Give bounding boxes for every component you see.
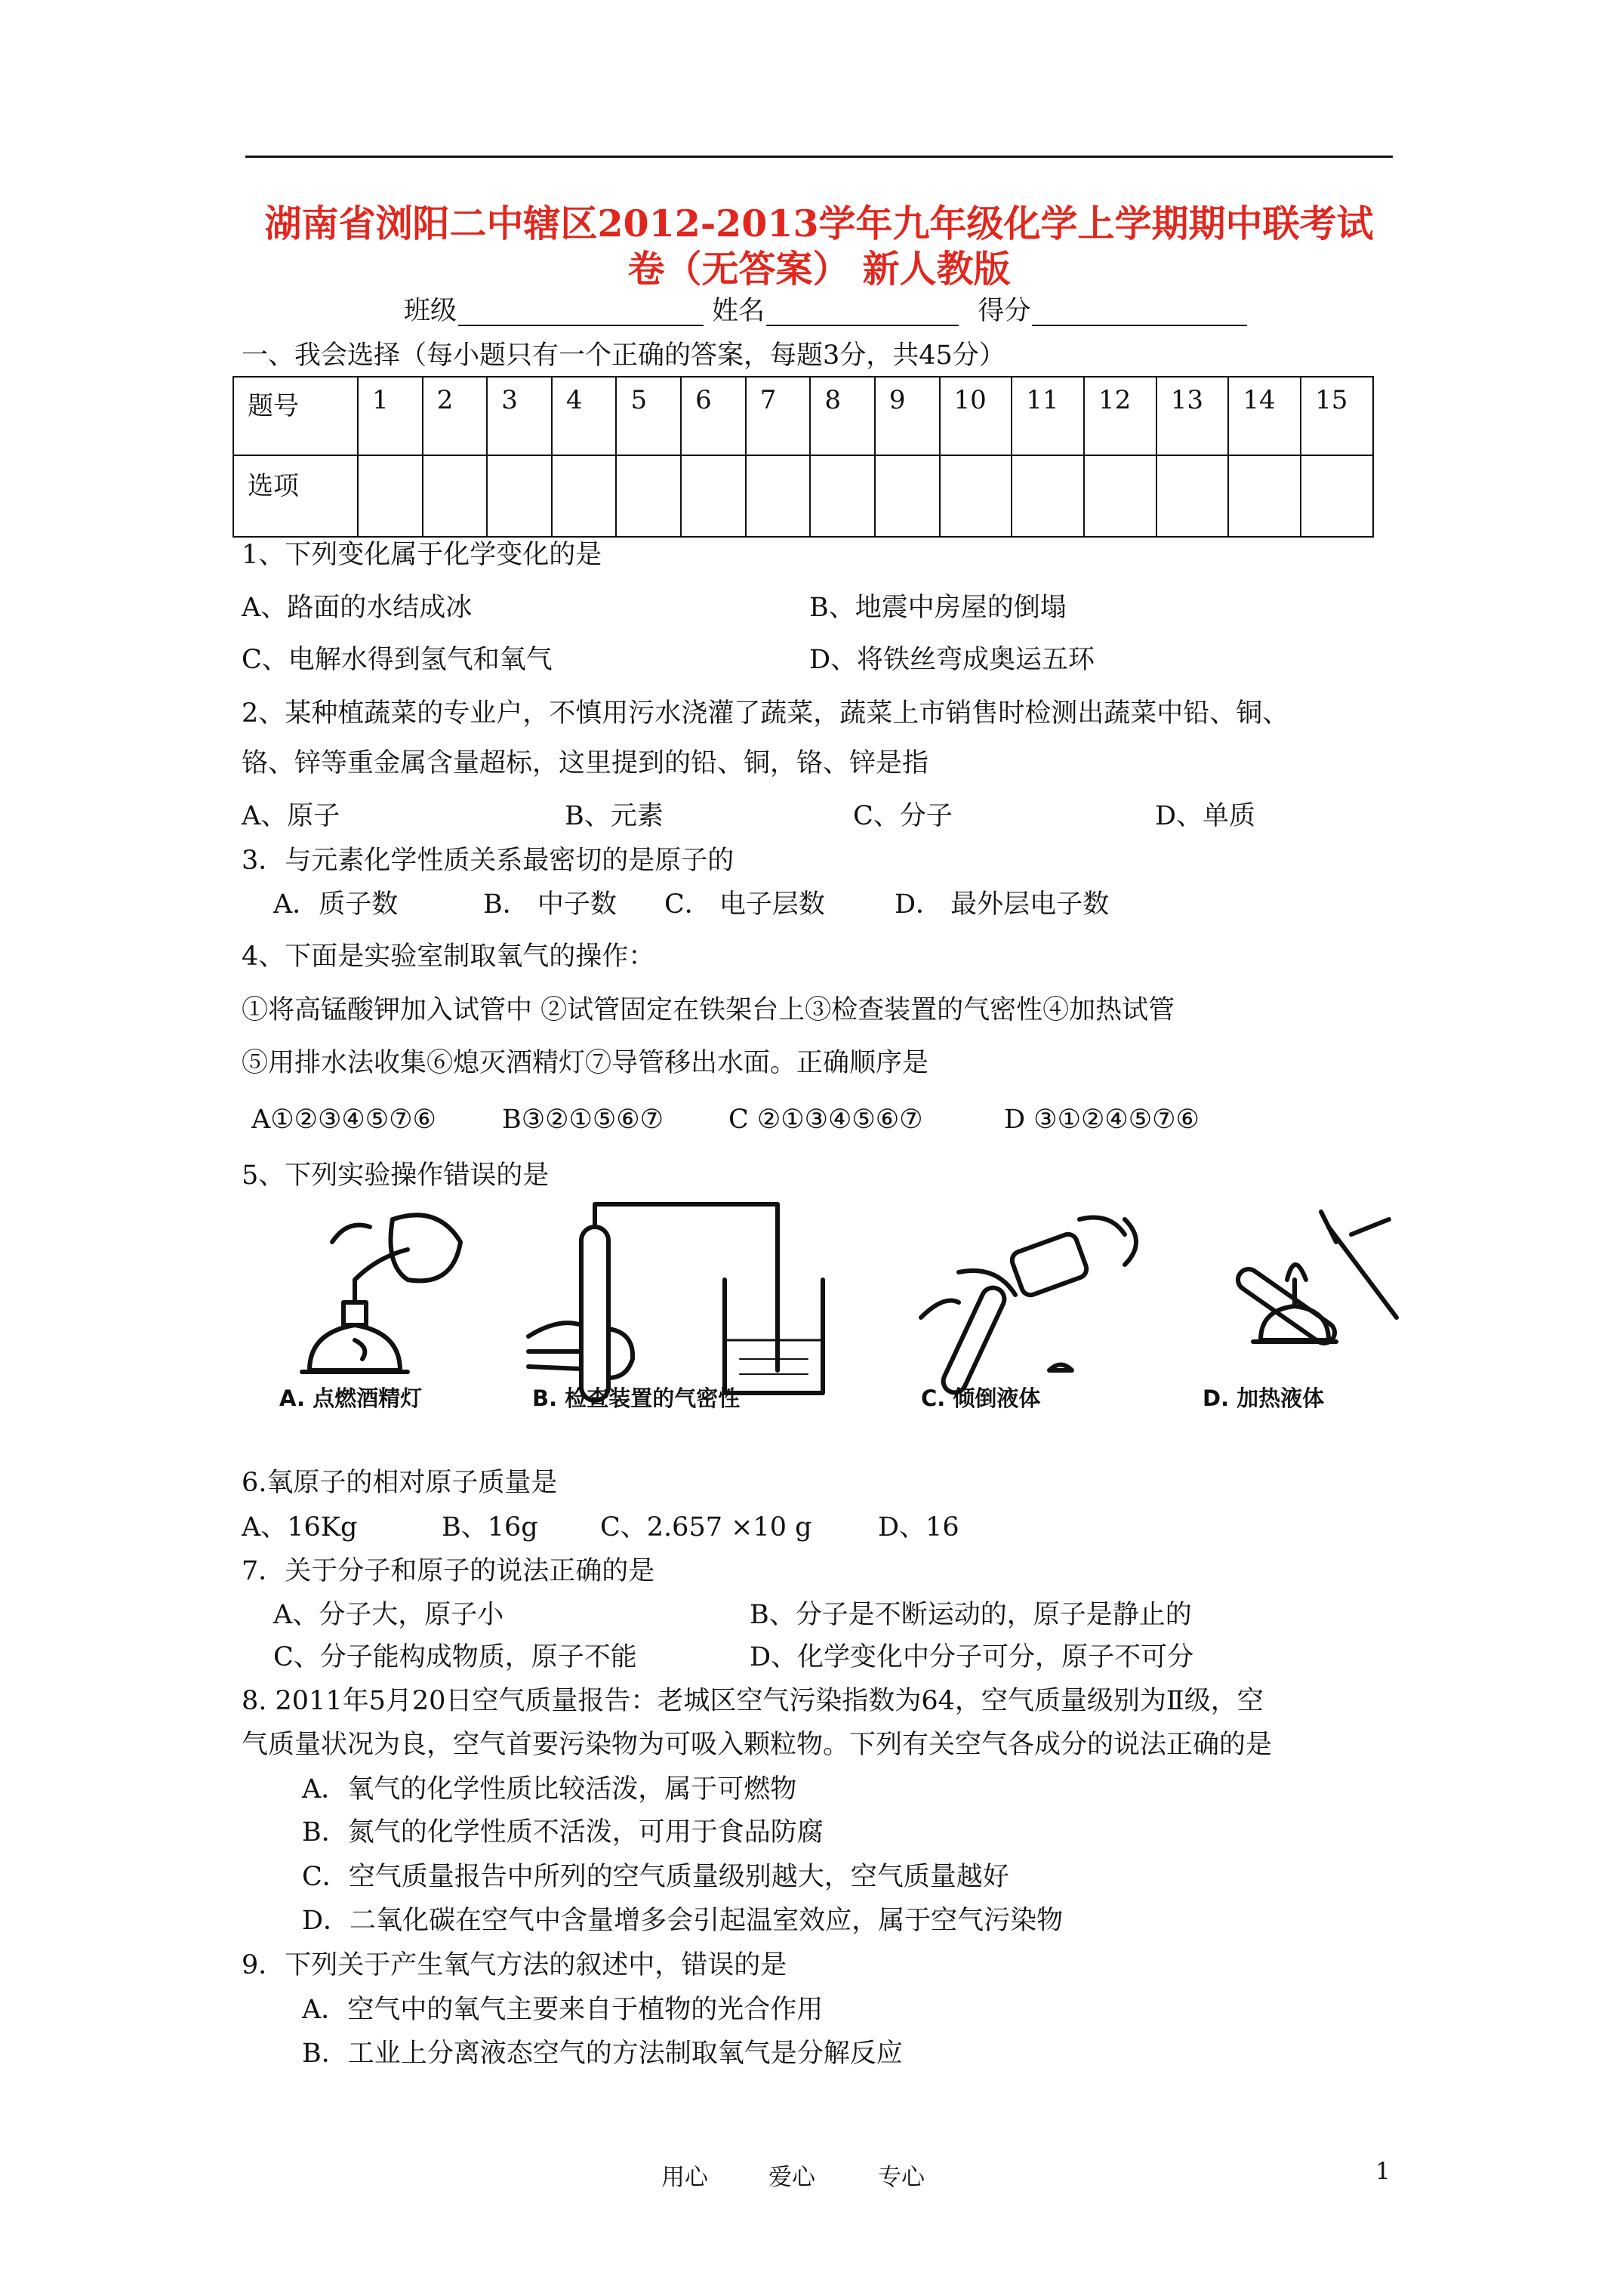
page-number: 1 [1375, 2158, 1390, 2185]
q2-option-b: B、元素 [565, 801, 664, 831]
class-label: 班级 [404, 296, 457, 326]
figure-caption-b: B. 检查装置的气密性 [532, 1385, 741, 1411]
answer-cell[interactable] [681, 455, 746, 537]
answer-cell[interactable] [1228, 455, 1301, 537]
table-cell: 14 [1228, 377, 1301, 455]
q4-option-d: D ③①②④⑤⑦⑥ [1004, 1105, 1200, 1135]
answer-cell[interactable] [616, 455, 681, 537]
q2-option-d: D、单质 [1155, 801, 1256, 831]
q6-stem: 6.氧原子的相对原子质量是 [242, 1468, 558, 1498]
q6-option-b: B、16g [442, 1512, 538, 1542]
q4-option-a: A①②③④⑤⑦⑥ [251, 1105, 436, 1135]
q6-option-c: C、2.657 ×10 g [600, 1512, 812, 1542]
q1-option-b: B、地震中房屋的倒塌 [809, 593, 1067, 623]
q5-stem: 5、下列实验操作错误的是 [242, 1160, 550, 1191]
score-label: 得分 [978, 296, 1031, 326]
table-cell: 7 [746, 377, 811, 455]
q2-option-a: A、原子 [242, 801, 340, 831]
answer-cell[interactable] [810, 455, 875, 537]
q4-stem: 4、下面是实验室制取氧气的操作： [242, 942, 655, 972]
q3-option-d: D． 最外层电子数 [895, 889, 1110, 920]
answer-cell[interactable] [1301, 455, 1373, 537]
name-label: 姓名 [712, 296, 765, 326]
table-cell: 12 [1084, 377, 1156, 455]
q8-stem-line-1: 8. 2011年5月20日空气质量报告：老城区空气污染指数为64，空气质量级别为Ⅱ级，空 [242, 1686, 1264, 1716]
answer-cell[interactable] [1012, 455, 1084, 537]
alcohol-lamp-figure [302, 1215, 460, 1372]
answer-cell[interactable] [746, 455, 811, 537]
q1-option-d: D、将铁丝弯成奥运五环 [809, 645, 1095, 675]
q6-option-a: A、16Kg [242, 1512, 358, 1542]
table-cell: 8 [810, 377, 875, 455]
answer-cell[interactable] [875, 455, 940, 537]
table-cell: 3 [487, 377, 552, 455]
q7-option-c: C、分子能构成物质，原子不能 [273, 1642, 637, 1672]
table-cell: 13 [1156, 377, 1229, 455]
footer-motto-3: 专心 [878, 2164, 925, 2191]
answer-cell[interactable] [940, 455, 1012, 537]
q8-option-a: A．氧气的化学性质比较活泼，属于可燃物 [302, 1774, 797, 1804]
q1-option-a: A、路面的水结成冰 [242, 593, 473, 623]
pour-liquid-figure [921, 1218, 1136, 1397]
q3-option-a: A．质子数 [273, 889, 399, 920]
title-line-2: 卷（无答案） 新人教版 [627, 247, 1011, 291]
q1-option-c: C、电解水得到氢气和氧气 [242, 645, 553, 675]
footer-motto-1: 用心 [661, 2164, 708, 2191]
q8-stem-line-2: 气质量状况为良，空气首要污染物为可吸入颗粒物。下列有关空气各成分的说法正确的是 [242, 1730, 1273, 1760]
answer-cell[interactable] [1084, 455, 1156, 537]
table-cell: 11 [1012, 377, 1084, 455]
q1-stem: 1、下列变化属于化学变化的是 [242, 540, 602, 570]
q2-stem-line-2: 铬、锌等重金属含量超标，这里提到的铅、铜，铬、锌是指 [242, 748, 929, 778]
answer-table [233, 376, 1374, 538]
q3-option-c: C． 电子层数 [664, 889, 825, 920]
table-cell: 10 [940, 377, 1012, 455]
title-line-1: 湖南省浏阳二中辖区2012-2013学年九年级化学上学期期中联考试 [264, 202, 1374, 245]
row-header-number: 题号 [233, 377, 358, 455]
q9-option-b: B．工业上分离液态空气的方法制取氧气是分解反应 [302, 2039, 903, 2069]
q9-option-a: A．空气中的氧气主要来自于植物的光合作用 [302, 1995, 824, 2025]
table-cell: 15 [1301, 377, 1373, 455]
answer-cell[interactable] [423, 455, 488, 537]
q3-option-b: B． 中子数 [483, 889, 617, 920]
header-rule [245, 156, 1393, 158]
table-cell: 5 [616, 377, 681, 455]
figure-caption-c: C. 倾倒液体 [921, 1385, 1041, 1411]
q4-option-b: B③②①⑤⑥⑦ [502, 1105, 664, 1135]
answer-cell[interactable] [1156, 455, 1229, 537]
answer-cell[interactable] [552, 455, 617, 537]
q6-option-d: D、16 [878, 1512, 959, 1542]
q3-stem: 3．与元素化学性质关系最密切的是原子的 [242, 846, 735, 876]
figure-caption-a: A. 点燃酒精灯 [279, 1385, 423, 1411]
student-info [404, 296, 1247, 326]
q8-option-d: D．二氧化碳在空气中含量增多会引起温室效应，属于空气污染物 [302, 1906, 1064, 1936]
q8-option-c: C．空气质量报告中所列的空气质量级别越大，空气质量越好 [302, 1862, 1009, 1892]
answer-cell[interactable] [487, 455, 552, 537]
q2-option-c: C、分子 [853, 801, 953, 831]
airtightness-check-figure [528, 1204, 823, 1401]
class-blank[interactable] [458, 299, 704, 326]
table-cell: 9 [875, 377, 940, 455]
table-row [233, 455, 1373, 537]
q9-stem: 9．下列关于产生氧气方法的叙述中，错误的是 [242, 1950, 787, 1980]
q2-stem-line-1: 2、某种植蔬菜的专业户，不慎用污水浇灌了蔬菜，蔬菜上市销售时检测出蔬菜中铅、铜、 [242, 698, 1289, 729]
table-cell: 2 [423, 377, 488, 455]
table-cell: 4 [552, 377, 617, 455]
figure-caption-d: D. 加热液体 [1203, 1385, 1325, 1411]
answer-cell[interactable] [358, 455, 423, 537]
q7-stem: 7．关于分子和原子的说法正确的是 [242, 1556, 655, 1586]
table-row [233, 377, 1373, 455]
q7-option-b: B、分子是不断运动的，原子是静止的 [750, 1600, 1192, 1630]
footer-motto-2: 爱心 [768, 2164, 815, 2191]
table-cell: 1 [358, 377, 423, 455]
q4-option-c: C ②①③④⑤⑥⑦ [728, 1105, 923, 1135]
row-header-answer: 选项 [233, 455, 358, 537]
q4-steps-line-1: ①将高锰酸钾加入试管中 ②试管固定在铁架台上③检查装置的气密性④加热试管 [242, 995, 1175, 1025]
heat-liquid-figure [1234, 1212, 1397, 1347]
name-blank[interactable] [766, 299, 959, 326]
q7-option-d: D、化学变化中分子可分，原子不可分 [750, 1642, 1194, 1672]
section1-heading: 一、我会选择（每小题只有一个正确的答案，每题3分，共45分） [242, 341, 1006, 371]
table-cell: 6 [681, 377, 746, 455]
score-blank[interactable] [1032, 299, 1247, 326]
q7-option-a: A、分子大，原子小 [273, 1600, 504, 1630]
q4-steps-line-2: ⑤用排水法收集⑥熄灭酒精灯⑦导管移出水面。正确顺序是 [242, 1048, 929, 1078]
q8-option-b: B．氮气的化学性质不活泼，可用于食品防腐 [302, 1817, 824, 1848]
